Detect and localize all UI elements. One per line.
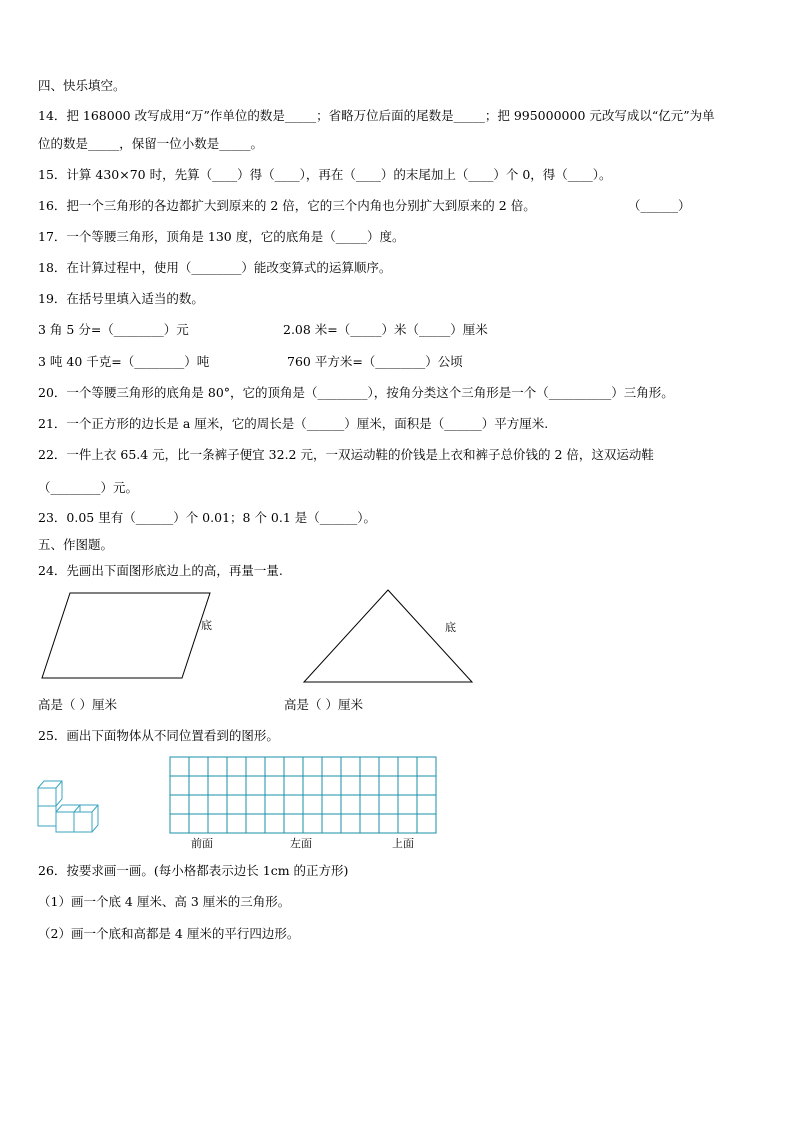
triangle-height-answer: 高是（ ）厘米 [284,697,363,712]
grid-cell[interactable] [322,776,341,795]
question-19-item-c: 3 吨 40 千克=（________）吨 [38,354,210,369]
grid-cell[interactable] [379,757,398,776]
grid-cell[interactable] [417,757,436,776]
grid-cell[interactable] [284,814,303,833]
grid-cell[interactable] [360,795,379,814]
grid-cell[interactable] [417,814,436,833]
question-26-part-1: （1）画一个底 4 厘米、高 3 厘米的三角形。 [38,894,291,909]
grid-cell[interactable] [360,776,379,795]
grid-cell[interactable] [379,795,398,814]
grid-cell[interactable] [227,795,246,814]
question-14-line-2: 位的数是_____，保留一位小数是_____。 [38,136,264,151]
view-label-front: 前面 [191,837,213,850]
grid-cell[interactable] [189,757,208,776]
view-label-top: 上面 [392,837,414,850]
question-26: 26．按要求画一画。(每小格都表示边长 1cm 的正方形) [38,863,349,878]
grid-cell[interactable] [227,814,246,833]
parallelogram-base-label: 底 [201,619,212,632]
grid-cell[interactable] [360,814,379,833]
grid-cell[interactable] [284,757,303,776]
grid-cell[interactable] [341,776,360,795]
grid-cell[interactable] [227,757,246,776]
grid-cell[interactable] [284,795,303,814]
grid-cell[interactable] [398,795,417,814]
grid-cell[interactable] [322,814,341,833]
question-19: 19．在括号里填入适当的数。 [38,291,204,306]
grid-cell[interactable] [189,814,208,833]
question-22-line-1: 22．一件上衣 65.4 元，比一条裤子便宜 32.2 元，一双运动鞋的价钱是上衣和裤子总价钱的 2 倍，这双运动鞋 [38,447,654,462]
grid-cell[interactable] [303,757,322,776]
grid-cell[interactable] [341,795,360,814]
grid-cell[interactable] [246,795,265,814]
grid-cell[interactable] [189,795,208,814]
section-5-title: 五、作图题。 [38,537,114,552]
grid-cell[interactable] [246,776,265,795]
grid-cell[interactable] [417,776,436,795]
question-18: 18．在计算过程中，使用（________）能改变算式的运算顺序。 [38,260,392,275]
grid-cell[interactable] [284,776,303,795]
grid-cell[interactable] [398,757,417,776]
grid-cell[interactable] [265,776,284,795]
question-25: 25．画出下面物体从不同位置看到的图形。 [38,728,279,743]
grid-cell[interactable] [322,757,341,776]
question-23: 23．0.05 里有（______）个 0.01；8 个 0.1 是（______）。 [38,510,377,525]
grid-cell[interactable] [208,814,227,833]
grid-cell[interactable] [303,776,322,795]
grid-cell[interactable] [360,757,379,776]
grid-cell[interactable] [265,795,284,814]
question-16-answer-blank: （______） [628,198,691,213]
grid-cell[interactable] [246,757,265,776]
section-4-title: 四、快乐填空。 [38,78,126,93]
question-19-item-d: 760 平方米=（________）公顷 [287,354,463,369]
grid-cell[interactable] [303,795,322,814]
grid-cell[interactable] [208,795,227,814]
grid-cell[interactable] [208,776,227,795]
question-19-item-b: 2.08 米=（_____）米（_____）厘米 [283,322,488,337]
question-24: 24．先画出下面图形底边上的高，再量一量. [38,563,283,578]
grid-cell[interactable] [379,776,398,795]
grid-cell[interactable] [341,814,360,833]
view-label-left: 左面 [290,837,312,850]
grid-cell[interactable] [265,814,284,833]
grid-cell[interactable] [227,776,246,795]
grid-cell[interactable] [246,814,265,833]
grid-cell[interactable] [265,757,284,776]
grid-cell[interactable] [398,776,417,795]
question-21: 21．一个正方形的边长是 a 厘米，它的周长是（______）厘米，面积是（______）平方厘米. [38,416,549,431]
question-15: 15．计算 430×70 时，先算（____）得（____），再在（____）的末尾加上（____）个 0，得（____）。 [38,167,612,182]
grid-cell[interactable] [303,814,322,833]
grid-cell[interactable] [322,795,341,814]
question-22-line-2: （________）元。 [38,480,139,495]
question-17: 17．一个等腰三角形，顶角是 130 度，它的底角是（_____）度。 [38,229,405,244]
grid-cell[interactable] [417,795,436,814]
question-19-item-a: 3 角 5 分=（________）元 [38,322,189,337]
grid-cell[interactable] [189,776,208,795]
grid-cell[interactable] [208,757,227,776]
grid-cell[interactable] [398,814,417,833]
parallelogram-height-answer: 高是（ ）厘米 [38,697,117,712]
triangle-base-label: 底 [445,621,456,634]
question-20: 20．一个等腰三角形的底角是 80°，它的顶角是（________），按角分类这个三角形是一个（__________）三角形。 [38,385,674,400]
question-16: 16．把一个三角形的各边都扩大到原来的 2 倍，它的三个内角也分别扩大到原来的 2 倍。 [38,198,536,213]
grid-cell[interactable] [379,814,398,833]
question-14-line-1: 14．把 168000 改写成用“万”作单位的数是_____；省略万位后面的尾数是_____；把 995000000 元改写成以“亿元”为单 [38,108,715,123]
grid-cell[interactable] [170,776,189,795]
grid-cell[interactable] [170,795,189,814]
question-26-part-2: （2）画一个底和高都是 4 厘米的平行四边形。 [38,926,300,941]
grid-cell[interactable] [170,814,189,833]
grid-cell[interactable] [341,757,360,776]
grid-cell[interactable] [170,757,189,776]
